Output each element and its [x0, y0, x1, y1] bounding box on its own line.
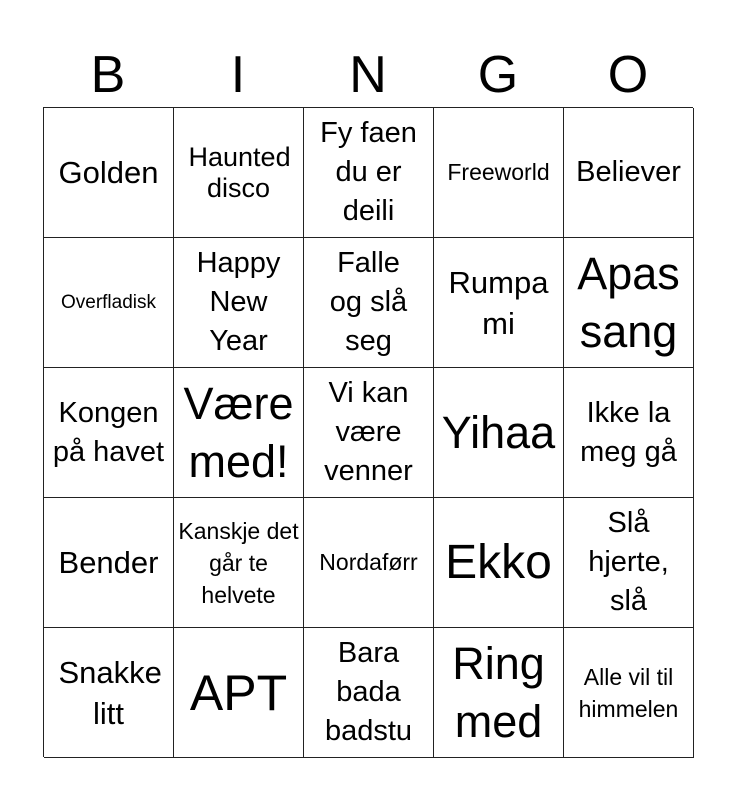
- bingo-cell[interactable]: [174, 368, 304, 498]
- bingo-cell[interactable]: [434, 368, 564, 498]
- bingo-cell[interactable]: [174, 238, 304, 368]
- cell-label: Kanskje det går te helvete: [178, 517, 299, 608]
- cell-label: Være med!: [183, 377, 294, 487]
- cell-label: Nordaførr: [319, 549, 418, 575]
- cell-label: Alle vil til himmelen: [578, 663, 679, 722]
- bingo-cell[interactable]: [434, 498, 564, 628]
- cell-label: Happy New Year: [196, 247, 281, 357]
- bingo-cell[interactable]: [304, 368, 434, 498]
- bingo-cell[interactable]: [564, 108, 694, 238]
- bingo-cell[interactable]: [174, 108, 304, 238]
- header-letter-g: G: [477, 46, 519, 104]
- cell-label: Overfladisk: [60, 291, 157, 313]
- cell-label: Ikke la meg gå: [580, 396, 677, 468]
- cell-label: Slå hjerte, slå: [588, 507, 669, 617]
- bingo-cell[interactable]: [44, 628, 174, 758]
- cell-label: Yihaa: [441, 407, 556, 458]
- bingo-cell[interactable]: [304, 628, 434, 758]
- cell-label: Fy faen du er deili: [320, 117, 417, 227]
- bingo-cell[interactable]: [304, 498, 434, 628]
- cell-label: Haunted disco: [188, 141, 291, 203]
- bingo-cell[interactable]: [44, 108, 174, 238]
- header-letter-n: N: [349, 46, 387, 104]
- bingo-cell[interactable]: [174, 628, 304, 758]
- header-letter-i: I: [230, 46, 246, 104]
- bingo-card-grid: [43, 107, 693, 757]
- cell-label: Golden: [58, 154, 159, 190]
- header-letter-o: O: [607, 46, 649, 104]
- bingo-cell[interactable]: [434, 628, 564, 758]
- bingo-cell[interactable]: [44, 238, 174, 368]
- bingo-header: [43, 44, 693, 106]
- cell-label: Bender: [58, 544, 159, 580]
- cell-label: Kongen på havet: [52, 396, 165, 468]
- bingo-cell[interactable]: [564, 238, 694, 368]
- bingo-cell[interactable]: [564, 628, 694, 758]
- header-letter-b: B: [90, 46, 126, 104]
- cell-label: Falle og slå seg: [329, 247, 408, 357]
- bingo-cell[interactable]: [44, 368, 174, 498]
- cell-label: Apas sang: [577, 247, 680, 357]
- bingo-cell[interactable]: [434, 108, 564, 238]
- cell-label: Rumpa mi: [448, 264, 549, 341]
- cell-label: APT: [189, 664, 288, 721]
- bingo-cell[interactable]: [564, 498, 694, 628]
- bingo-cell[interactable]: [174, 498, 304, 628]
- bingo-cell[interactable]: [304, 238, 434, 368]
- bingo-cell[interactable]: [304, 108, 434, 238]
- bingo-cell[interactable]: [564, 368, 694, 498]
- cell-label: Vi kan være venner: [324, 377, 413, 487]
- cell-label: Freeworld: [447, 159, 550, 185]
- bingo-cell[interactable]: [44, 498, 174, 628]
- cell-label: Bara bada badstu: [324, 637, 413, 747]
- cell-label: Believer: [576, 156, 681, 188]
- bingo-cell[interactable]: [434, 238, 564, 368]
- cell-label: Ring med: [452, 637, 545, 747]
- cell-label: Ekko: [445, 536, 552, 589]
- cell-label: Snakke litt: [58, 654, 162, 731]
